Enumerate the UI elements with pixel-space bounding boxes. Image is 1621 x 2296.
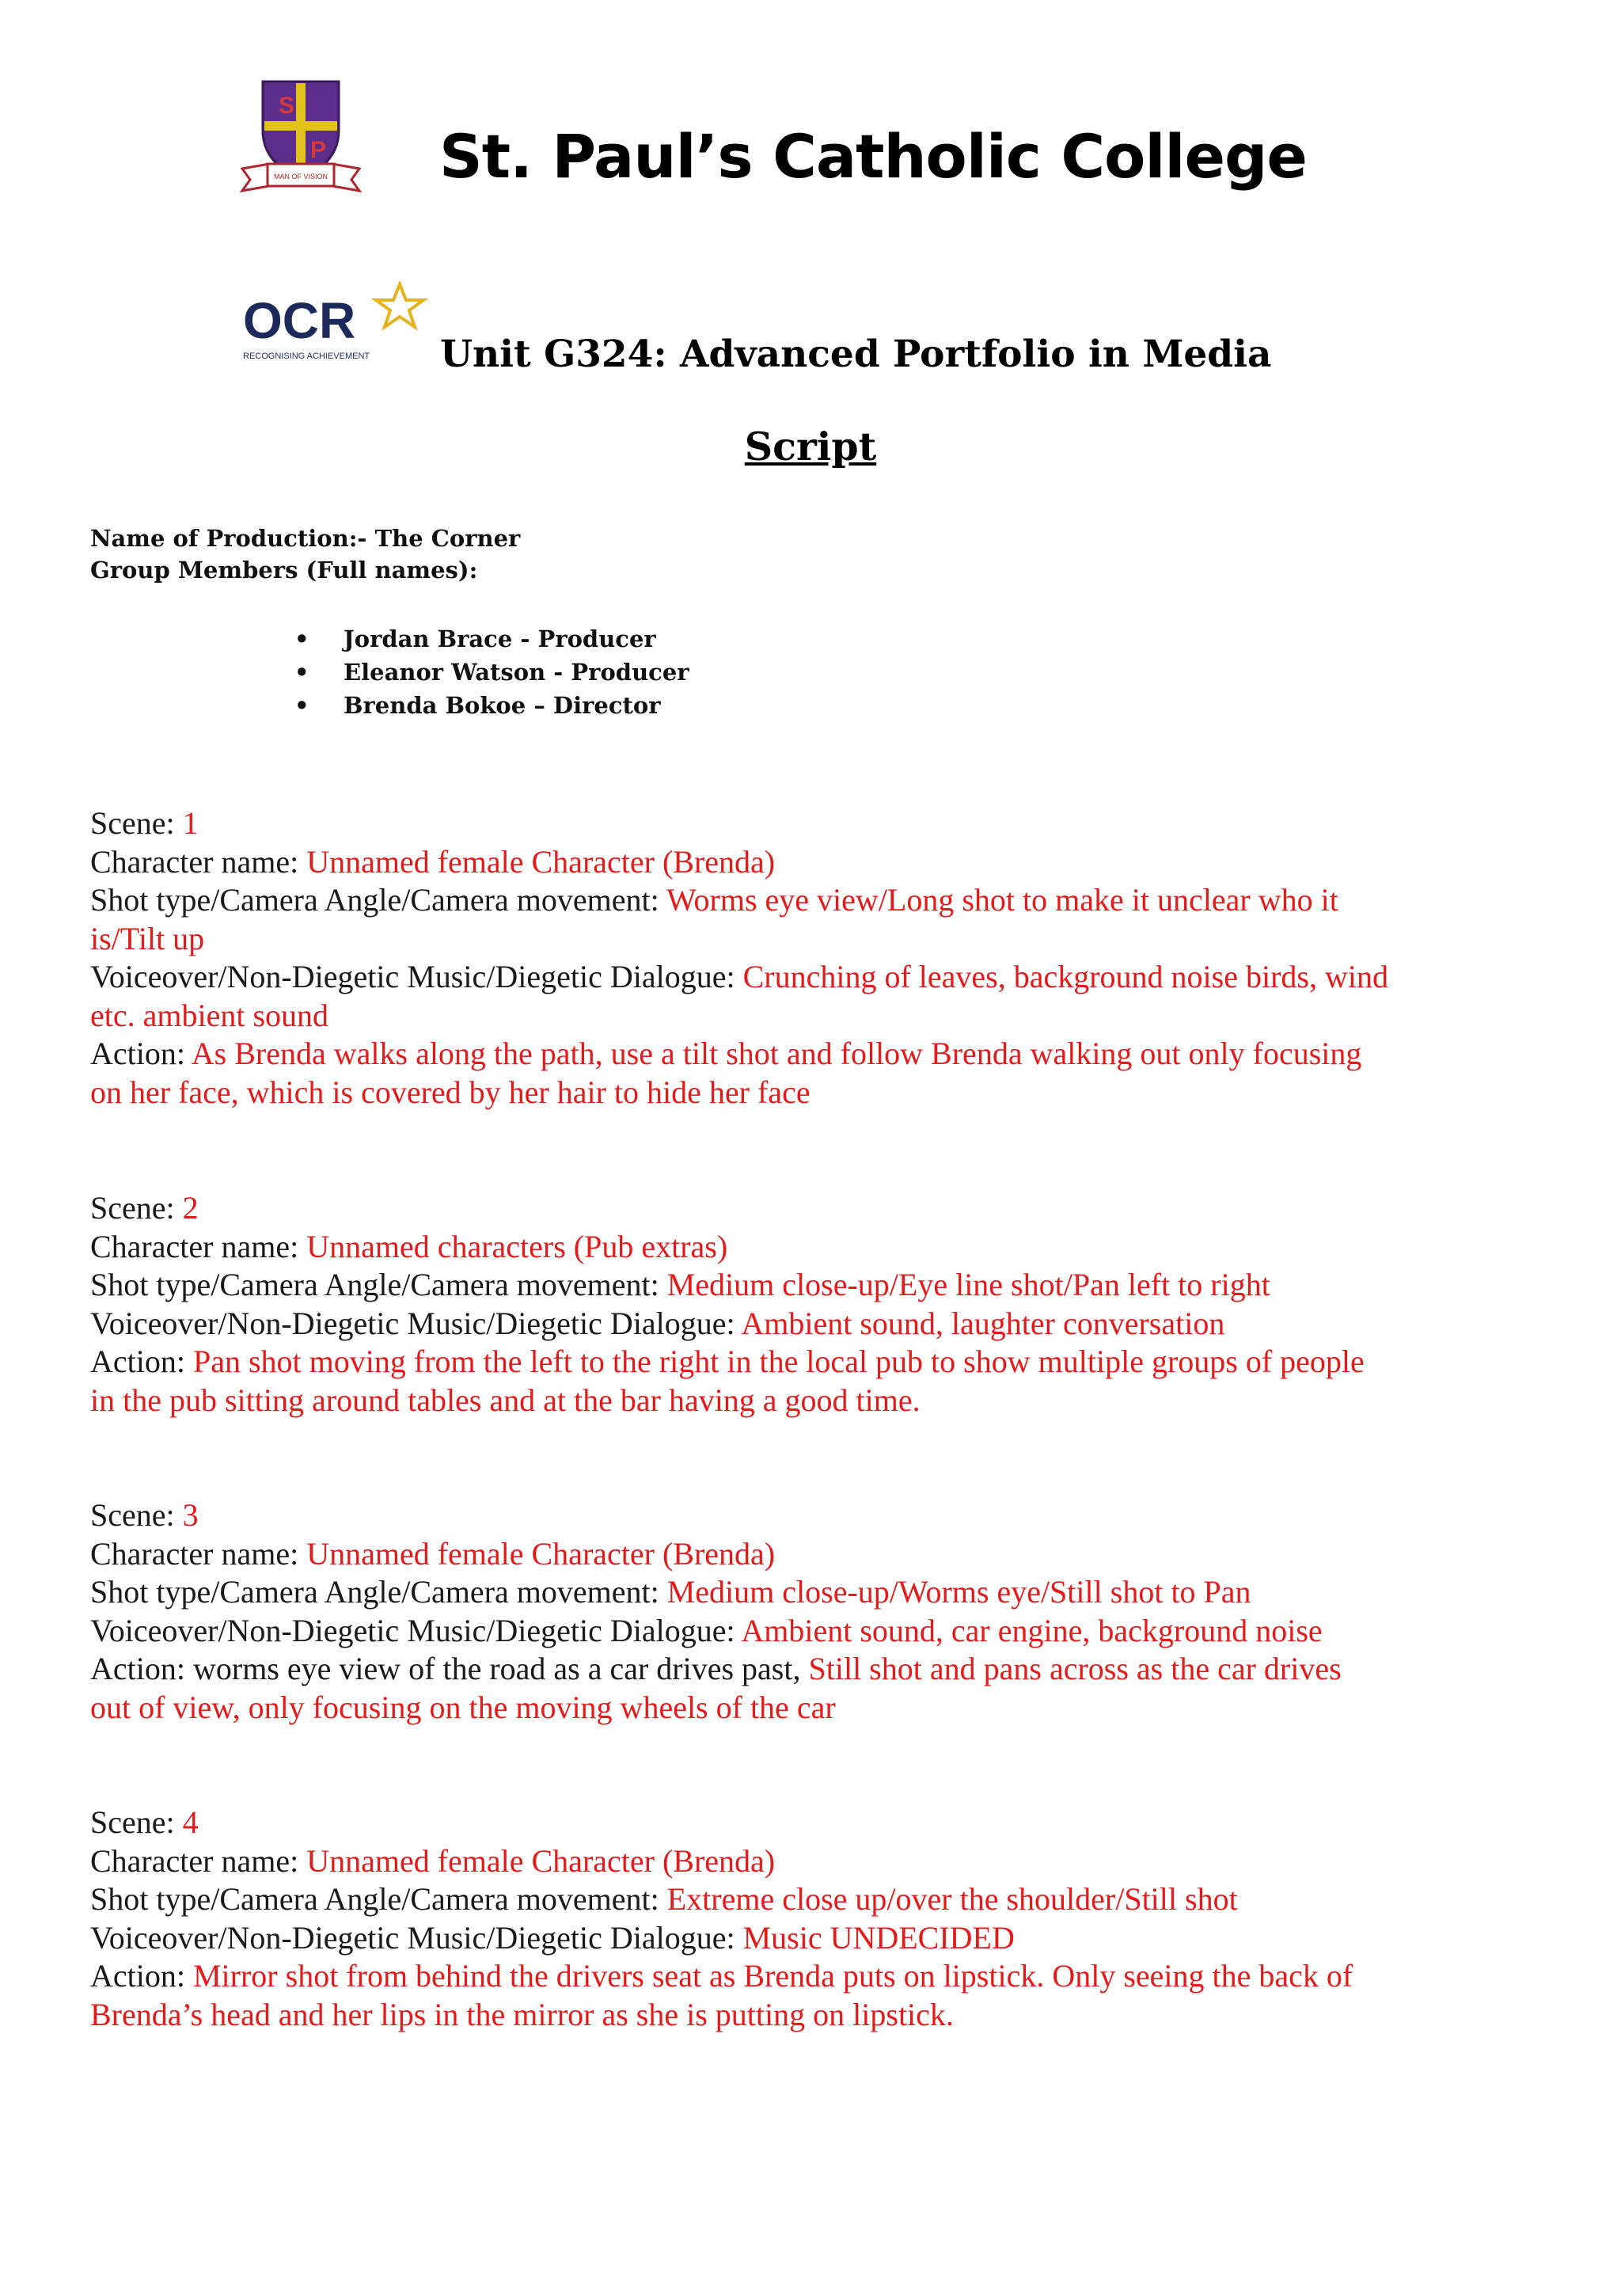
group-members-list: [294, 622, 689, 722]
audio-value: Crunching of leaves, background noise birds, wind: [742, 959, 1388, 994]
character-label: Character name:: [90, 1842, 307, 1879]
character-label: Character name:: [90, 1228, 307, 1264]
ocr-tagline: RECOGNISING ACHIEVEMENT: [243, 352, 370, 361]
action-label: Action:: [90, 1036, 192, 1071]
scene-label: Scene:: [90, 805, 183, 841]
shot-label: Shot type/Camera Angle/Camera movement:: [90, 1267, 667, 1302]
bullet-icon: •: [294, 692, 309, 719]
shot-value: Extreme close up/over the shoulder/Still shot: [666, 1881, 1238, 1917]
shot-label: Shot type/Camera Angle/Camera movement:: [90, 1881, 667, 1917]
unit-title: Unit G324: Advanced Portfolio in Media: [440, 333, 1272, 376]
audio-value: Ambient sound, car engine, background noise: [741, 1612, 1323, 1648]
character-value: Unnamed characters (Pub extras): [306, 1228, 728, 1264]
college-name: St. Paul’s Catholic College: [439, 121, 1307, 192]
audio-value: etc. ambient sound: [90, 997, 329, 1033]
scene-block: [90, 1804, 1515, 2034]
action-value-plain: worms eye view of the road as a car drives past,: [192, 1651, 809, 1686]
document-title: Script: [744, 424, 877, 469]
scene-label: Scene:: [90, 1804, 183, 1840]
college-crest-logo: [237, 75, 364, 194]
production-name-value: The Corner: [374, 525, 521, 552]
group-members-label: Group Members (Full names):: [90, 557, 478, 584]
production-name-row: [90, 523, 520, 554]
member-name: Jordan Brace - Producer: [344, 625, 656, 652]
crest-letter-p: P: [310, 137, 327, 163]
scene-label: Scene:: [90, 1497, 183, 1533]
ocr-logo-text: OCR: [243, 292, 356, 349]
action-value: in the pub sitting around tables and at the bar having a good time.: [90, 1382, 921, 1418]
action-label: Action:: [90, 1651, 193, 1686]
shot-label: Shot type/Camera Angle/Camera movement:: [90, 1574, 667, 1610]
action-value: Still shot and pans across as the car drives: [808, 1651, 1342, 1686]
audio-label: Voiceover/Non-Diegetic Music/Diegetic Dialogue:: [90, 1612, 742, 1648]
character-value: Unnamed female Character (Brenda): [306, 1535, 776, 1572]
scene-block: [90, 804, 1515, 1112]
audio-value: Music UNDECIDED: [742, 1919, 1015, 1956]
shot-value: Medium close-up/Worms eye/Still shot to Pan: [666, 1574, 1251, 1610]
audio-label: Voiceover/Non-Diegetic Music/Diegetic Dialogue:: [90, 959, 743, 994]
crest-motto: MAN OF VISION: [273, 173, 328, 181]
scene-block: [90, 1496, 1515, 1727]
shot-value: Worms eye view/Long shot to make it unclear who it: [666, 882, 1338, 918]
action-label: Action:: [90, 1344, 193, 1379]
action-value: Pan shot moving from the left to the right in the local pub to show multiple groups of people: [192, 1344, 1365, 1379]
bullet-icon: •: [294, 625, 309, 652]
shot-label: Shot type/Camera Angle/Camera movement:: [90, 882, 666, 918]
action-value: out of view, only focusing on the moving wheels of the car: [90, 1689, 836, 1725]
ocr-logo: [241, 281, 431, 368]
scene-number: 4: [182, 1804, 199, 1840]
audio-label: Voiceover/Non-Diegetic Music/Diegetic Dialogue:: [90, 1919, 743, 1956]
member-name: Eleanor Watson - Producer: [344, 659, 689, 686]
list-item: [294, 622, 689, 656]
bullet-icon: •: [294, 659, 309, 686]
action-label: Action:: [90, 1958, 193, 1994]
member-name: Brenda Bokoe – Director: [344, 692, 661, 719]
ocr-star-icon: [376, 284, 423, 327]
scene-number: 2: [182, 1190, 199, 1226]
character-label: Character name:: [90, 843, 307, 880]
character-value: Unnamed female Character (Brenda): [306, 843, 776, 880]
scene-number: 3: [182, 1497, 199, 1533]
shot-value: is/Tilt up: [90, 920, 205, 956]
character-value: Unnamed female Character (Brenda): [306, 1842, 776, 1879]
crest-letter-s: S: [279, 93, 295, 119]
list-item: [294, 656, 689, 689]
scene-number: 1: [182, 805, 199, 841]
audio-value: Ambient sound, laughter conversation: [741, 1305, 1225, 1341]
list-item: [294, 689, 689, 722]
production-details: [90, 523, 520, 586]
action-value: on her face, which is covered by her hair to hide her face: [90, 1074, 810, 1110]
action-value: As Brenda walks along the path, use a tilt shot and follow Brenda walking out only focusing: [191, 1036, 1362, 1071]
scene-block: [90, 1189, 1515, 1420]
character-label: Character name:: [90, 1535, 307, 1572]
action-value: Brenda’s head and her lips in the mirror as she is putting on lipstick.: [90, 1996, 954, 2032]
action-value: Mirror shot from behind the drivers seat as Brenda puts on lipstick. Only seeing the back of: [192, 1958, 1353, 1994]
shot-value: Medium close-up/Eye line shot/Pan left to right: [666, 1267, 1270, 1302]
audio-label: Voiceover/Non-Diegetic Music/Diegetic Dialogue:: [90, 1305, 742, 1341]
production-name-label: Name of Production:-: [90, 525, 367, 552]
scene-label: Scene:: [90, 1190, 183, 1226]
